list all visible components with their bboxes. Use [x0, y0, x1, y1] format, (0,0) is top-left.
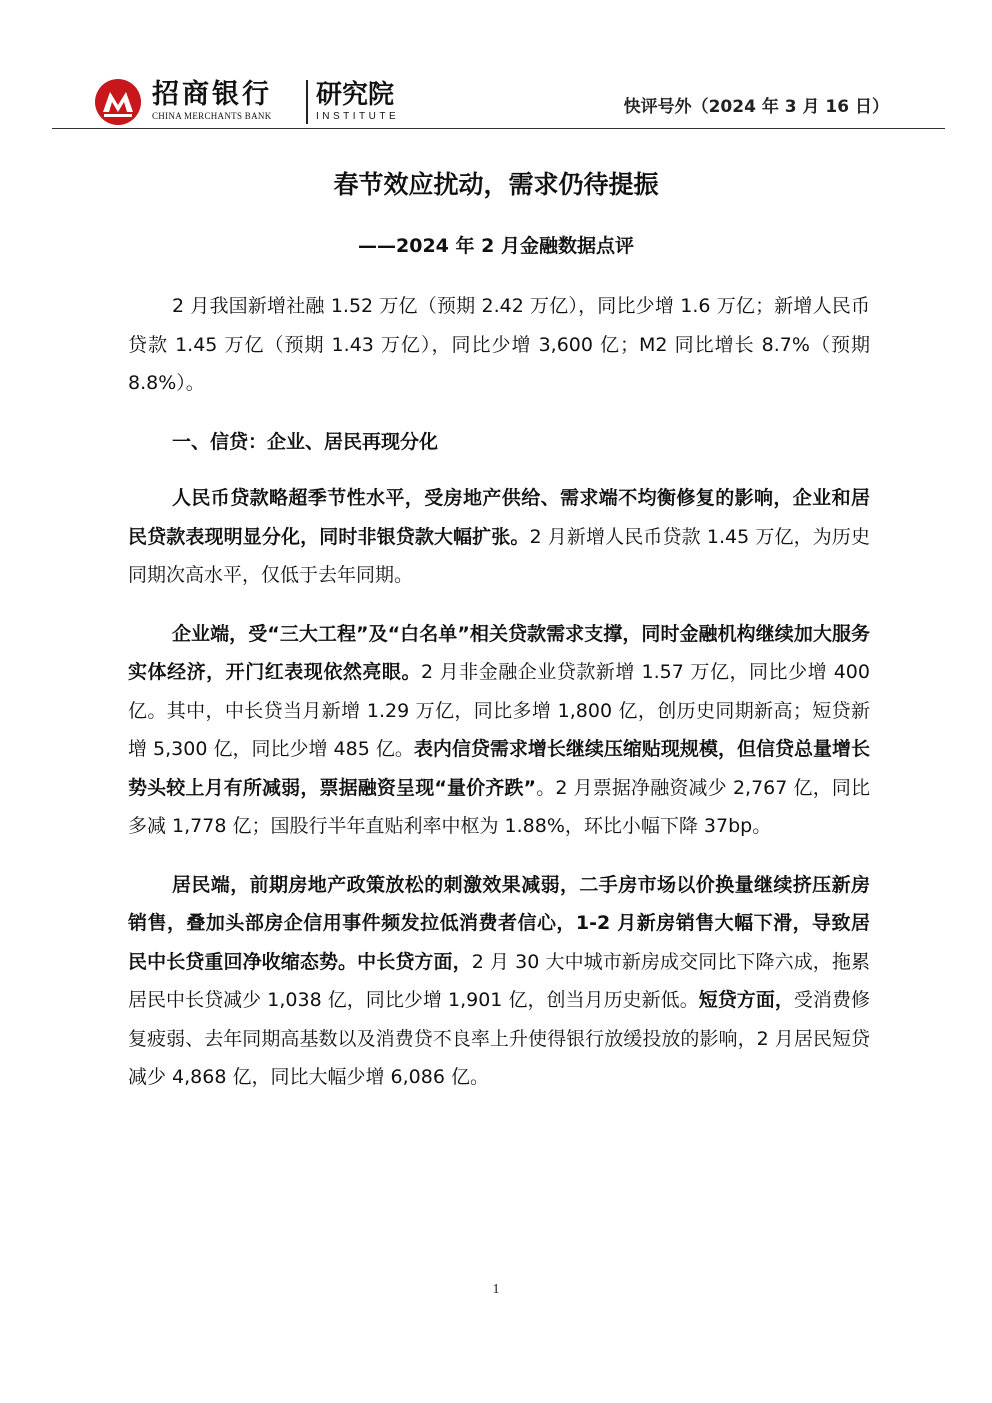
paragraph-household-loans [128, 866, 870, 1097]
intro-paragraph: 2 月我国新增社融 1.52 万亿（预期 2.42 万亿），同比少增 1.6 万亿；新增人民币贷款 1.45 万亿（预期 1.43 万亿），同比少增 3,600 亿；M2 同比增长 8.7%（预期 8.8%）。 [128, 295, 870, 394]
cmb-logo-icon [94, 78, 142, 126]
paragraph-text: 2 月非金融企业贷款新增 1.57 万亿，同比少增 400 亿。其中，中长贷当月新增 1.29 万亿，同比多增 1,800 亿，创历史同期新高；短贷新增 5,300 亿，同比少增 485 亿。 [128, 661, 870, 760]
paragraph-lead-bold: 人民币贷款略超季节性水平，受房地产供给、需求端不均衡修复的影响，企业和居民贷款表现明显分化，同时非银贷款大幅扩张。 [128, 487, 870, 548]
page-number: 1 [492, 1282, 500, 1297]
paragraph-text: 受消费修复疲弱、去年同期高基数以及消费贷不良率上升使得银行放缓投放的影响，2 月居民短贷减少 4,868 亿，同比大幅少增 6,086 亿。 [128, 989, 870, 1088]
paragraph-enterprise-loans [128, 615, 870, 846]
paragraph-text: 2 月 30 大中城市新房成交同比下降六成，拖累居民中长贷减少 1,038 亿，同比少增 1,901 亿，创当月历史新低。 [128, 950, 870, 1011]
paragraph-emphasis-bold: 表内信贷需求增长继续压缩贴现规模，但信贷总量增长势头较上月有所减弱，票据融资呈现“量价齐跌” [128, 738, 870, 799]
page-header [52, 70, 945, 129]
paragraph-loans-overview [128, 479, 870, 595]
document-title: 春节效应扰动，需求仍待提振 [333, 170, 659, 199]
section-heading-credit: 一、信贷：企业、居民再现分化 [172, 430, 439, 453]
institute-name-en: INSTITUTE [316, 111, 400, 122]
report-tag: 快评号外（2024 年 3 月 16 日） [623, 97, 889, 117]
paragraph-emphasis-bold: 短贷方面， [698, 989, 794, 1011]
brand-name [152, 79, 292, 122]
brand-name-cn: 招商银行 [152, 79, 272, 110]
paragraph-text: 。2 月票据净融资减少 2,767 亿，同比多减 1,778 亿；国股行半年直贴利率中枢为 1.88%，环比小幅下降 37bp。 [128, 776, 870, 837]
paragraph-lead-bold: 企业端，受“三大工程”及“白名单”相关贷款需求支撑，同时金融机构继续加大服务实体经济，开门红表现依然亮眼。 [128, 622, 870, 683]
document-subtitle: ——2024 年 2 月金融数据点评 [358, 235, 634, 257]
document-body [128, 287, 870, 1117]
paragraph-lead-bold: 居民端，前期房地产政策放松的刺激效果减弱，二手房市场以价换量继续挤压新房销售，叠加头部房企信用事件频发拉低消费者信心，1-2 月新房销售大幅下滑，导致居民中长贷重回净收缩态势。中长贷方面， [128, 873, 870, 973]
institute-name [316, 79, 399, 123]
header-divider [306, 80, 308, 124]
brand-name-en: CHINA MERCHANTS BANK [152, 111, 272, 121]
paragraph-text: 2 月新增人民币贷款 1.45 万亿，为历史同期次高水平，仅低于去年同期。 [128, 525, 870, 586]
institute-name-cn: 研究院 [316, 80, 395, 110]
